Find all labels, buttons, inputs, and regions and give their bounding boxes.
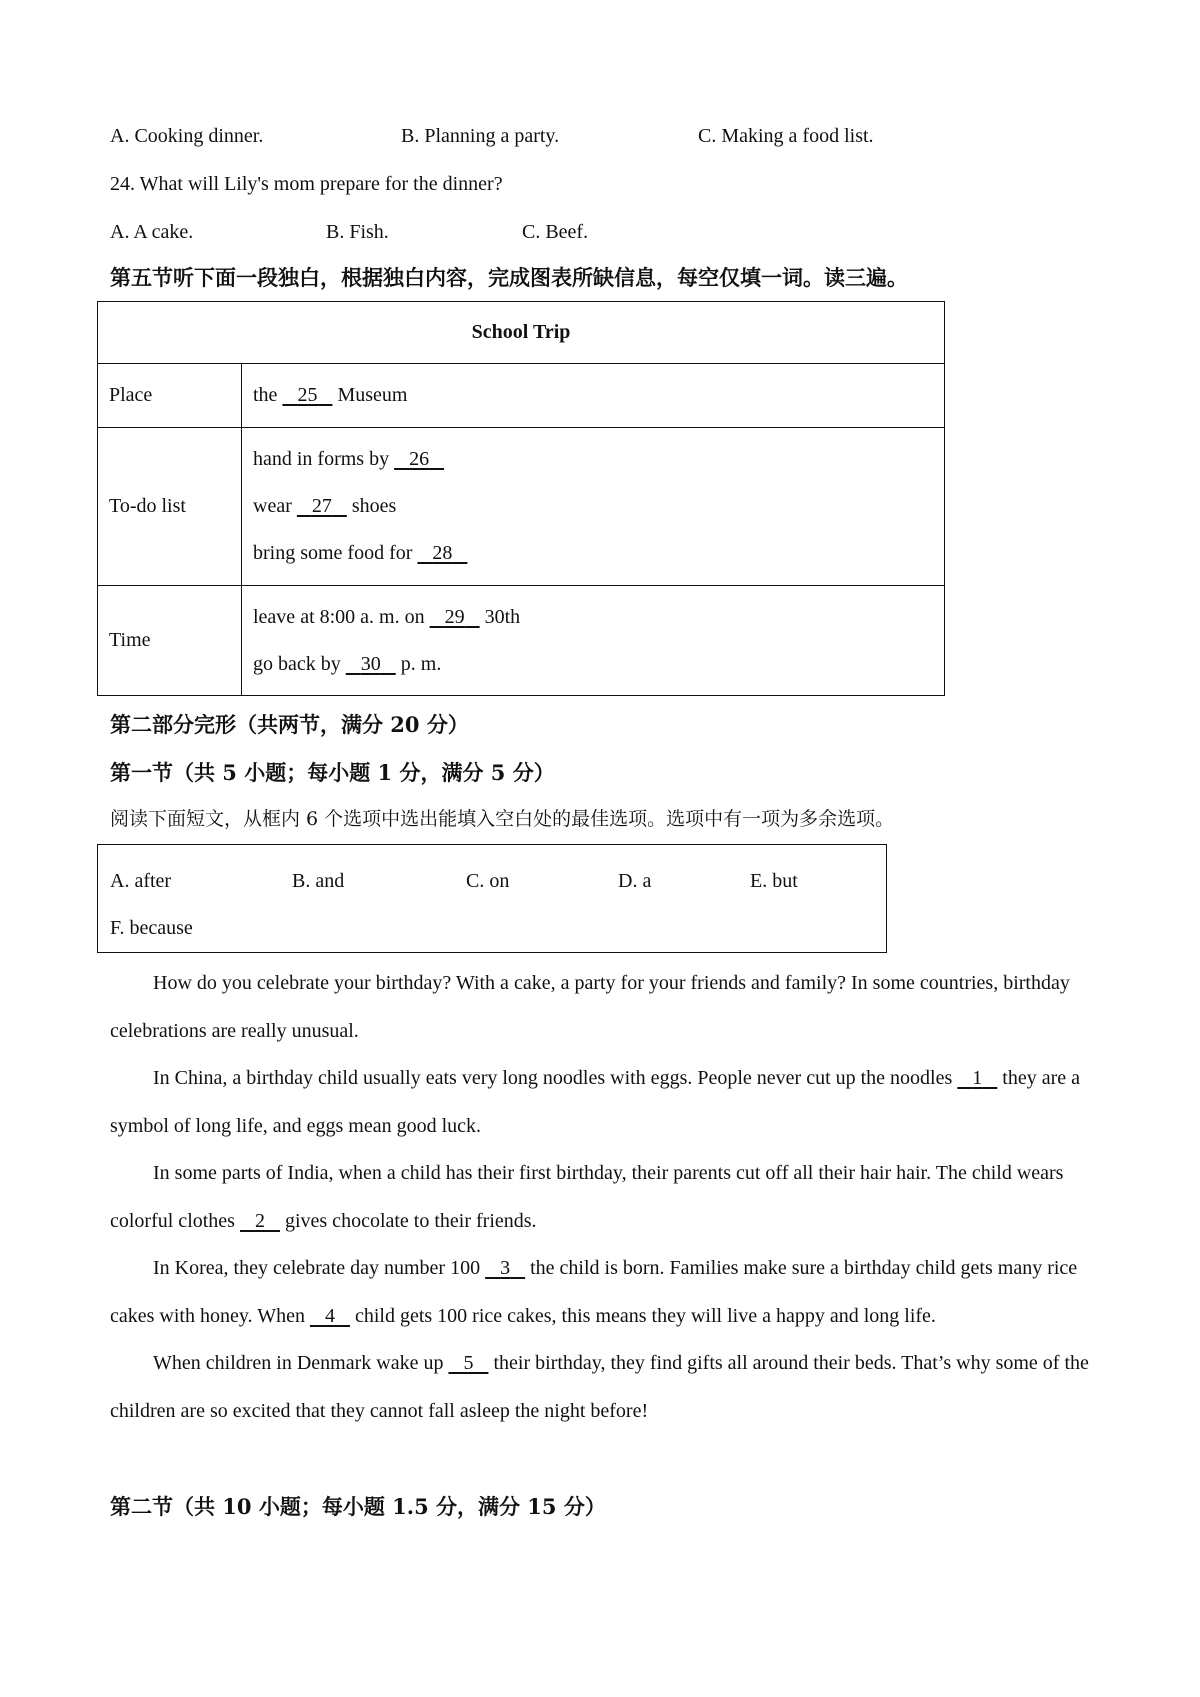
blank-29: 29 [444, 605, 465, 628]
table-row-todo [98, 428, 945, 586]
time-cell: leave at 8:00 a. m. on 29 30th go back by 30 p. m. [242, 586, 945, 696]
blank-27: 27 [311, 495, 332, 517]
part2-section2-heading: 第二节（共 10 小题；每小题 1.5 分，满分 15 分） [110, 1494, 606, 1519]
table-row-place [98, 364, 945, 428]
q24-option-b: B. Fish. [326, 221, 389, 243]
blank-2: 2 [254, 1209, 265, 1232]
todo-cell: hand in forms by 26 wear 27 shoes bring some food for 28 [242, 428, 945, 586]
table-title: School Trip [98, 302, 945, 364]
word-options-box [97, 844, 887, 953]
passage-paragraph-4: In Korea, they celebrate day number 100 3 the child is born. Families make sure a birthday child gets many rice cakes with honey. When 4 child gets 100 rice cakes, this means they will live a happy and long life. [110, 1257, 1078, 1327]
part2-section1-heading: 第一节（共 5 小题；每小题 1 分，满分 5 分） [110, 760, 555, 785]
q23-option-c: C. Making a food list. [698, 125, 874, 147]
table-row-time [98, 586, 945, 696]
todo-label: To-do list [98, 428, 242, 586]
q23-option-a: A. Cooking dinner. [110, 125, 264, 147]
q24-option-c: C. Beef. [522, 221, 589, 243]
blank-3: 3 [500, 1257, 511, 1279]
blank-5: 5 [463, 1352, 474, 1374]
part2-section1-instruction: 阅读下面短文，从框内 6 个选项中选出能填入空白处的最佳选项。选项中有一项为多余选项。 [110, 808, 895, 830]
place-label: Place [98, 364, 242, 428]
part2-heading: 第二部分完形（共两节，满分 20 分） [110, 712, 469, 737]
word-option-a: A. after [110, 870, 172, 892]
blank-25: 25 [297, 384, 318, 406]
word-option-b: B. and [292, 870, 345, 892]
blank-28: 28 [432, 542, 453, 564]
word-option-d: D. a [618, 870, 652, 892]
word-option-c: C. on [466, 870, 510, 892]
place-cell: the 25 Museum [242, 364, 945, 428]
blank-26: 26 [409, 448, 430, 470]
school-trip-table [97, 301, 945, 696]
blank-30: 30 [360, 652, 381, 675]
section5-heading: 第五节听下面一段独白，根据独白内容，完成图表所缺信息，每空仅填一词。读三遍。 [110, 265, 908, 290]
q24-option-a: A. A cake. [110, 221, 194, 243]
q23-option-b: B. Planning a party. [401, 125, 560, 147]
word-option-e: E. but [750, 870, 798, 892]
blank-1: 1 [972, 1067, 983, 1089]
passage-paragraph-3: In some parts of India, when a child has their first birthday, their parents cut off all their hair hair. The child wears colorful clothes 2 gives chocolate to their friends. [110, 1162, 1064, 1232]
passage-paragraph-1: How do you celebrate your birthday? With a cake, a party for your friends and family? In some countries, birthday celebrations are really unusual. [110, 972, 1070, 1042]
passage-paragraph-2: In China, a birthday child usually eats very long noodles with eggs. People never cut up the noodles 1 they are a symbol of long life, and eggs mean good luck. [110, 1067, 1081, 1137]
time-label: Time [98, 586, 242, 696]
passage [110, 960, 1090, 1435]
blank-4: 4 [324, 1304, 335, 1327]
passage-paragraph-5: When children in Denmark wake up 5 their birthday, they find gifts all around their beds. That’s why some of the children are so excited that they cannot fall asleep the night before! [110, 1352, 1089, 1422]
word-option-f: F. because [110, 917, 193, 939]
q24-question: 24. What will Lily's mom prepare for the dinner? [110, 173, 503, 195]
